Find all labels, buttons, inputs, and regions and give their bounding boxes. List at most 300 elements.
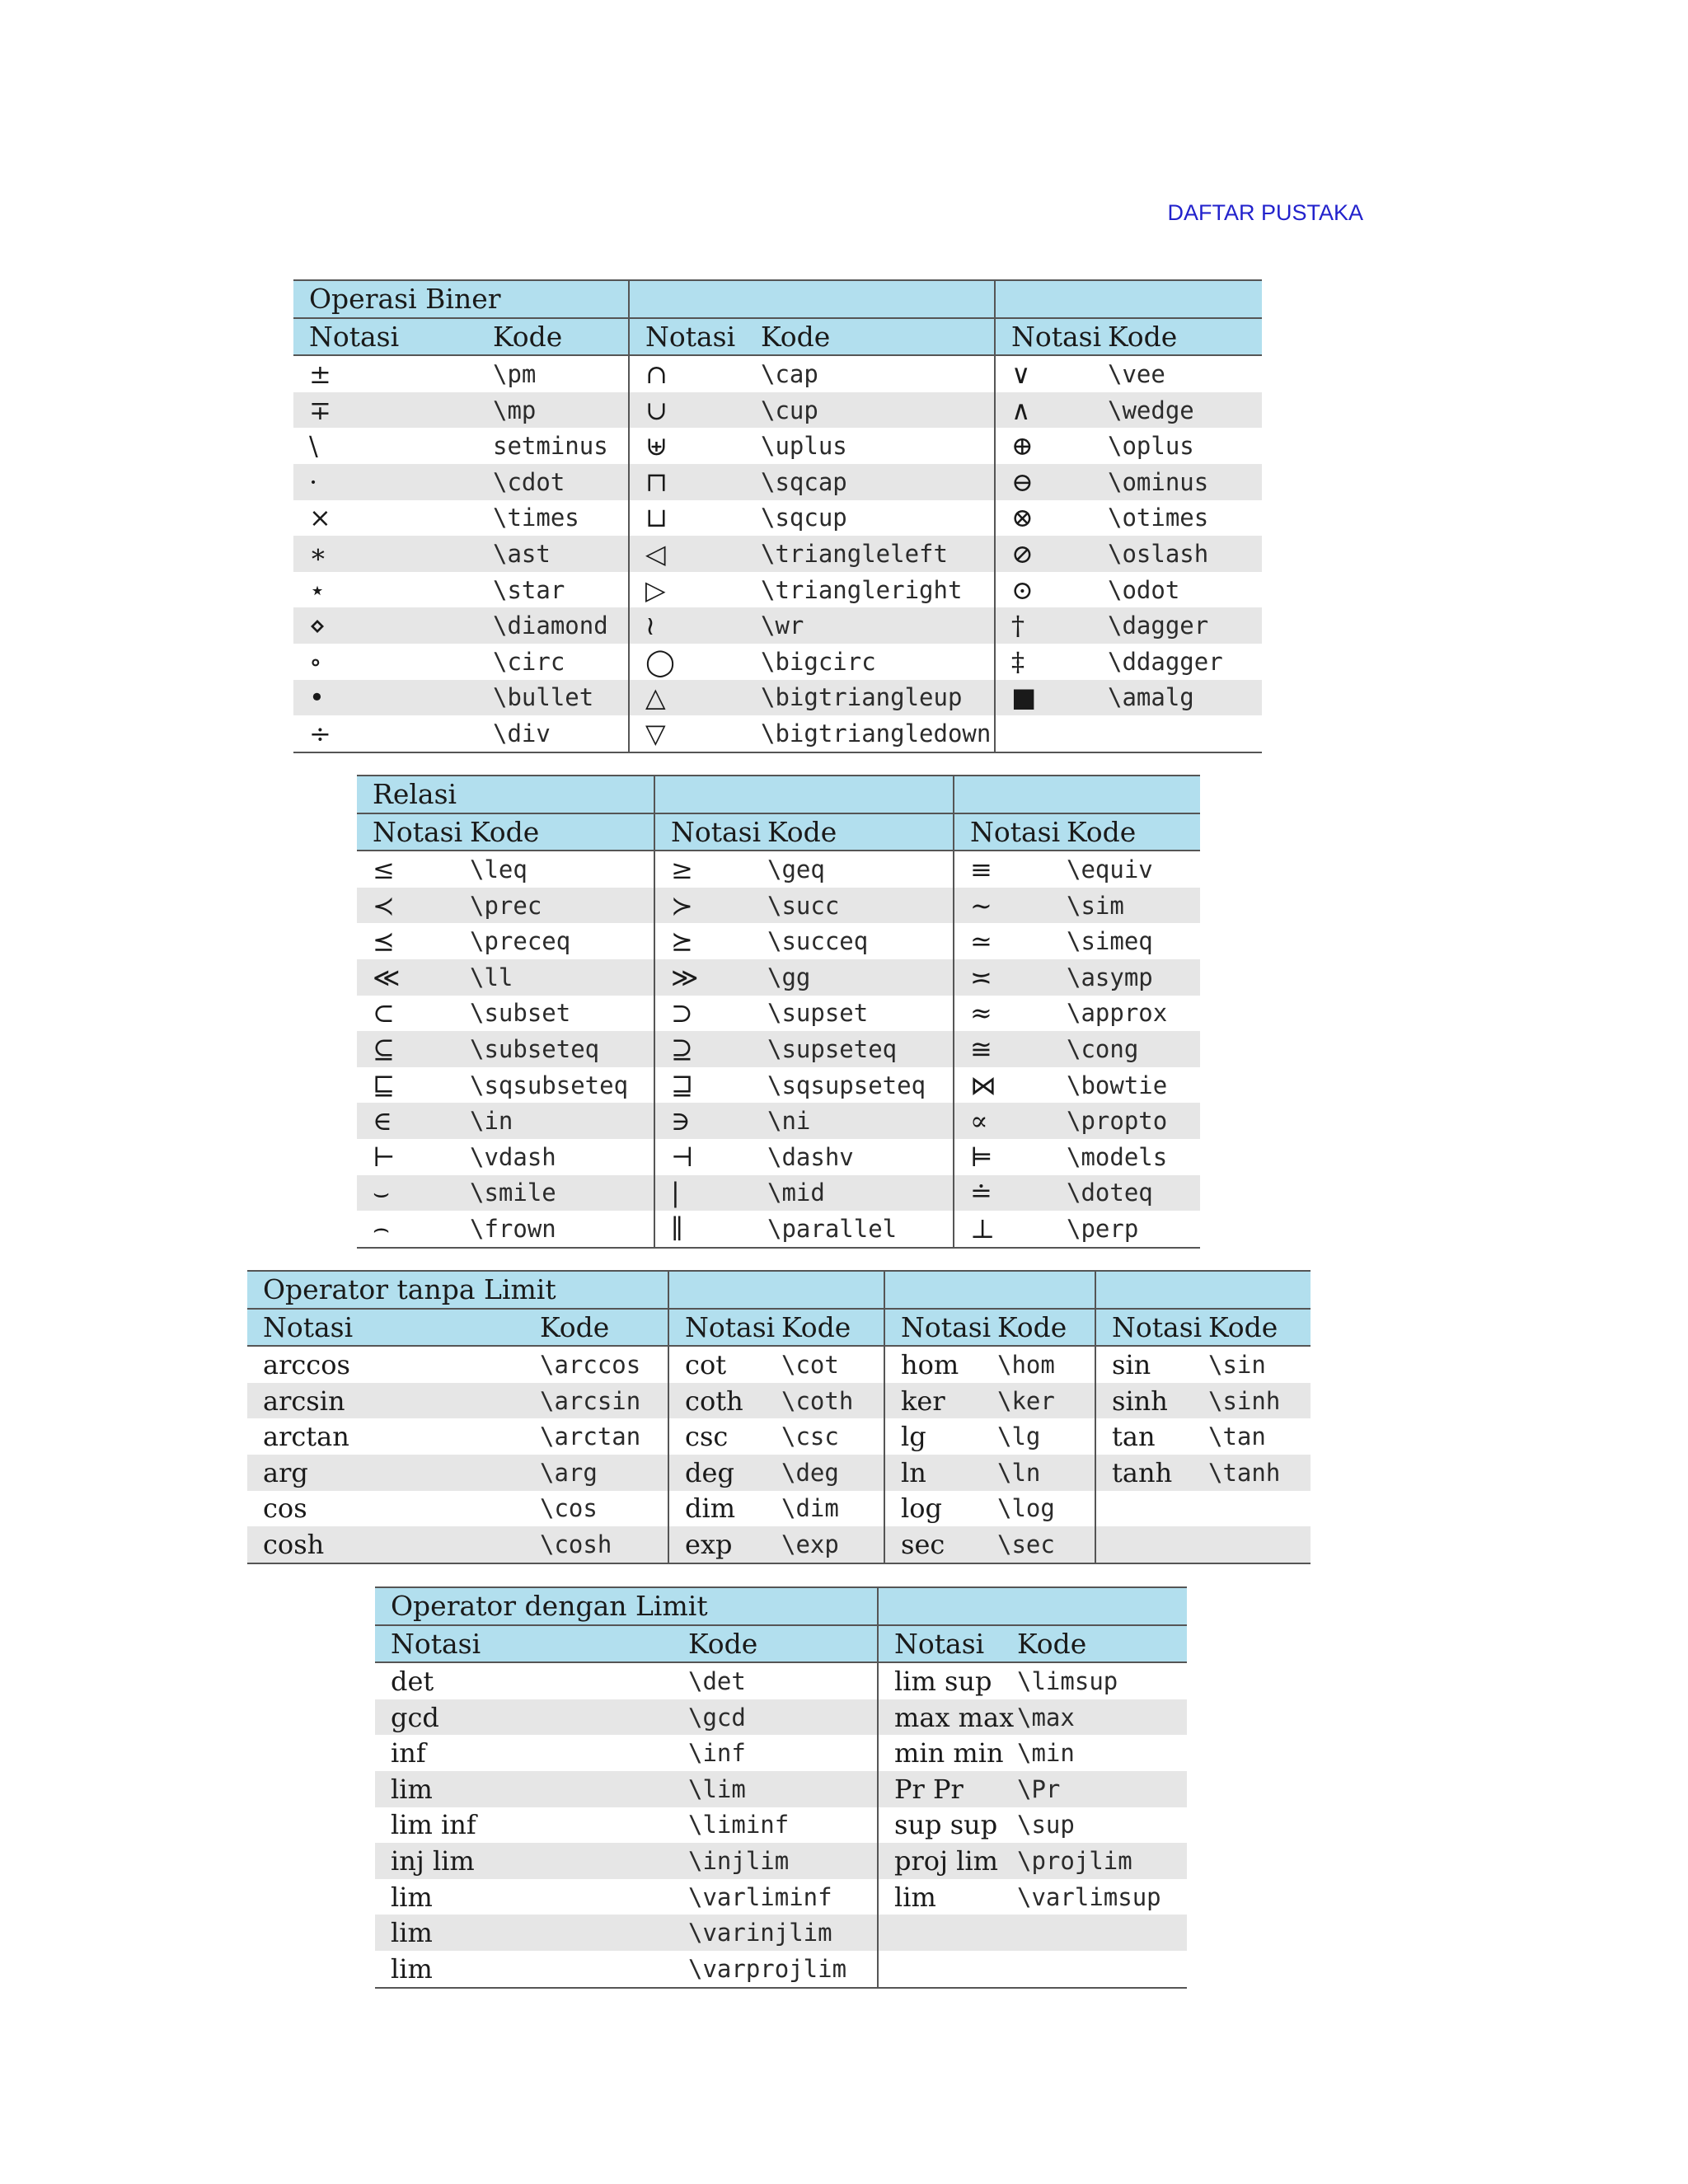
- kode-cell: \subseteq: [470, 1031, 654, 1067]
- header-notasi: Notasi: [654, 813, 767, 851]
- notasi-cell: sin: [1095, 1346, 1208, 1383]
- kode-cell: [1208, 1491, 1311, 1527]
- title-spacer: [654, 776, 954, 813]
- notasi-cell: tanh: [1095, 1455, 1208, 1491]
- table-operator-tanpa-limit: [247, 1270, 1311, 1564]
- table-row: [357, 959, 1200, 996]
- notasi-cell: ⊕: [995, 428, 1108, 464]
- notasi-cell: [878, 1915, 1017, 1951]
- kode-cell: \uplus: [761, 432, 847, 461]
- table-title-row: [357, 776, 1200, 813]
- kode-cell: \mp: [493, 392, 629, 429]
- header-notasi: Notasi: [247, 1309, 540, 1347]
- header-kode: Kode: [761, 318, 995, 356]
- kode-cell: \projlim: [1017, 1843, 1187, 1879]
- notasi-cell: [1095, 1491, 1208, 1527]
- notasi-cell: ≺: [357, 888, 470, 924]
- notasi-cell: ◁: [629, 536, 761, 572]
- kode-cell: \min: [1017, 1739, 1075, 1768]
- header-notasi: Notasi: [293, 318, 493, 356]
- kode-cell: \simeq: [1067, 927, 1153, 956]
- notasi-cell: min min: [878, 1735, 1017, 1771]
- kode-cell: \vee: [1108, 359, 1165, 388]
- header-notasi: Notasi: [884, 1309, 997, 1347]
- table-row: [375, 1951, 1187, 1988]
- notasi-cell: dim: [668, 1491, 781, 1527]
- notasi-cell: |: [654, 1175, 767, 1212]
- notasi-cell: ▽: [629, 715, 761, 752]
- kode-cell: \log: [997, 1494, 1055, 1523]
- kode-cell: \ln: [997, 1455, 1095, 1491]
- kode-cell: \succ: [767, 888, 954, 924]
- header-kode: Kode: [781, 1309, 884, 1347]
- kode-cell: \cong: [1067, 1031, 1200, 1067]
- header-kode: Kode: [1067, 813, 1200, 851]
- table-row: [357, 851, 1200, 888]
- kode-cell: \bullet: [493, 680, 629, 716]
- kode-cell: \frown: [470, 1211, 654, 1248]
- notasi-cell: ⊓: [629, 464, 761, 500]
- table-row: [247, 1346, 1311, 1383]
- header-notasi: Notasi: [1095, 1309, 1208, 1347]
- notasi-cell: det: [391, 1665, 434, 1697]
- notasi-cell: arg: [247, 1455, 540, 1491]
- kode-cell: \bigtriangleup: [761, 680, 995, 716]
- notasi-cell: ⋆: [309, 574, 326, 606]
- kode-cell: \cos: [540, 1494, 598, 1523]
- table-operator-dengan-limit: [375, 1586, 1187, 1989]
- notasi-cell: inj lim: [375, 1843, 688, 1879]
- page-header: DAFTAR PUSTAKA: [1167, 200, 1363, 225]
- kode-cell: \hom: [997, 1350, 1055, 1379]
- kode-cell: \mid: [767, 1175, 954, 1212]
- kode-cell: \wedge: [1108, 392, 1262, 429]
- notasi-cell: exp: [668, 1526, 781, 1563]
- table-row: [375, 1735, 1187, 1771]
- notasi-cell: [878, 1951, 1017, 1988]
- table-header-row: [357, 813, 1200, 851]
- kode-cell: \equiv: [1067, 855, 1153, 883]
- kode-cell: \sup: [1017, 1811, 1075, 1840]
- table-row: [293, 392, 1262, 429]
- kode-cell: \pm: [493, 359, 537, 388]
- kode-cell: \injlim: [688, 1843, 878, 1879]
- notasi-cell: ⪰: [654, 923, 767, 959]
- title-spacer: [995, 280, 1262, 318]
- table-row: [375, 1879, 1187, 1915]
- kode-cell: \lim: [688, 1771, 878, 1807]
- kode-cell: \preceq: [470, 927, 571, 956]
- notasi-cell: ■: [995, 680, 1108, 716]
- kode-cell: \wr: [761, 607, 995, 644]
- kode-cell: \star: [493, 575, 565, 604]
- table-row: [357, 923, 1200, 959]
- notasi-cell: arctan: [263, 1421, 349, 1453]
- table-row: [375, 1915, 1187, 1951]
- notasi-cell: max max: [878, 1699, 1017, 1736]
- kode-cell: \exp: [781, 1526, 884, 1563]
- table-row: [357, 996, 1200, 1032]
- table-row: [375, 1843, 1187, 1879]
- notasi-cell: ‡: [995, 644, 1108, 680]
- kode-cell: \tanh: [1208, 1455, 1311, 1491]
- notasi-cell: ∘: [309, 645, 322, 677]
- notasi-cell: ⪯: [373, 926, 395, 958]
- table-header-row: [375, 1625, 1187, 1663]
- notasi-cell: †: [995, 607, 1108, 644]
- notasi-cell: ⋈: [954, 1067, 1067, 1104]
- table-row: [247, 1526, 1311, 1563]
- header-kode: Kode: [470, 813, 654, 851]
- kode-cell: \cup: [761, 392, 995, 429]
- notasi-cell: ±: [309, 358, 331, 390]
- kode-cell: \sin: [1208, 1350, 1266, 1379]
- notasi-cell: ∼: [954, 888, 1067, 924]
- notasi-cell: proj lim: [878, 1843, 1017, 1879]
- kode-cell: \doteq: [1067, 1175, 1200, 1212]
- notasi-cell: ⌣: [357, 1175, 470, 1212]
- kode-cell: \models: [1067, 1142, 1168, 1171]
- kode-cell: \times: [493, 504, 579, 532]
- header-notasi: Notasi: [668, 1309, 781, 1347]
- kode-cell: \inf: [688, 1739, 746, 1768]
- notasi-cell: cot: [668, 1346, 781, 1383]
- table-row: [293, 715, 1262, 752]
- kode-cell: \supset: [767, 999, 869, 1028]
- kode-cell: \max: [1017, 1699, 1187, 1736]
- kode-cell: \limsup: [1017, 1666, 1118, 1695]
- notasi-cell: arcsin: [247, 1383, 540, 1419]
- table-title-row: [375, 1587, 1187, 1625]
- notasi-cell: gcd: [375, 1699, 688, 1736]
- notasi-cell: ∧: [995, 392, 1108, 429]
- kode-cell: \ni: [767, 1103, 954, 1139]
- kode-cell: \dashv: [767, 1142, 854, 1171]
- notasi-cell: ≤: [373, 853, 395, 885]
- table-title-row: [247, 1271, 1311, 1309]
- notasi-cell: ∩: [629, 355, 761, 392]
- notasi-cell: ⋄: [293, 607, 493, 644]
- kode-cell: \smile: [470, 1175, 654, 1212]
- notasi-cell: [995, 715, 1108, 752]
- notasi-cell: hom: [884, 1346, 997, 1383]
- kode-cell: \perp: [1067, 1211, 1200, 1248]
- notasi-cell: ⊇: [654, 1031, 767, 1067]
- title-spacer: [884, 1271, 1095, 1309]
- notasi-cell: ∗: [293, 536, 493, 572]
- kode-cell: [1208, 1526, 1311, 1563]
- kode-cell: \varlimsup: [1017, 1882, 1161, 1911]
- kode-cell: \liminf: [688, 1811, 790, 1840]
- header-notasi: Notasi: [954, 813, 1067, 851]
- kode-cell: \coth: [781, 1383, 884, 1419]
- kode-cell: \vdash: [470, 1142, 556, 1171]
- header-kode: Kode: [767, 813, 954, 851]
- notasi-cell: ∈: [357, 1103, 470, 1139]
- notasi-cell: Pr Pr: [878, 1771, 1017, 1807]
- kode-cell: \ker: [997, 1383, 1095, 1419]
- kode-cell: [1017, 1951, 1187, 1988]
- notasi-cell: ⊥: [954, 1211, 1067, 1248]
- header-kode: Kode: [540, 1309, 668, 1347]
- kode-cell: \ominus: [1108, 464, 1262, 500]
- kode-cell: \arcsin: [540, 1383, 668, 1419]
- table-row: [375, 1807, 1187, 1844]
- notasi-cell: ÷: [293, 715, 493, 752]
- kode-cell: \ast: [493, 536, 629, 572]
- kode-cell: \sqsupseteq: [767, 1071, 926, 1099]
- notasi-cell: cos: [263, 1493, 307, 1525]
- notasi-cell: ≐: [954, 1175, 1067, 1212]
- header-notasi: Notasi: [375, 1625, 688, 1663]
- notasi-cell: log: [884, 1491, 997, 1527]
- table-row: [375, 1699, 1187, 1736]
- notasi-cell: ≪: [357, 959, 470, 996]
- kode-cell: \circ: [493, 647, 565, 676]
- table-header-row: [293, 318, 1262, 356]
- kode-cell: \cosh: [540, 1526, 668, 1563]
- header-notasi: Notasi: [629, 318, 761, 356]
- notasi-cell: ⊢: [373, 1141, 396, 1173]
- header-kode: Kode: [1108, 318, 1262, 356]
- kode-cell: \triangleright: [761, 575, 963, 604]
- notasi-cell: ∨: [995, 355, 1108, 392]
- notasi-cell: ⊔: [629, 500, 761, 537]
- kode-cell: \deg: [781, 1455, 884, 1491]
- kode-cell: \in: [470, 1103, 654, 1139]
- notasi-cell: △: [629, 680, 761, 716]
- table-row: [293, 644, 1262, 680]
- table-row: [293, 428, 1262, 464]
- notasi-cell: ⊂: [373, 997, 395, 1029]
- notasi-cell: ⊆: [357, 1031, 470, 1067]
- notasi-cell: inf: [391, 1737, 426, 1769]
- kode-cell: \arccos: [540, 1350, 641, 1379]
- notasi-cell: •: [293, 680, 493, 716]
- notasi-cell: [1095, 1526, 1208, 1563]
- notasi-cell: sup sup: [878, 1807, 1017, 1844]
- kode-cell: \oplus: [1108, 432, 1194, 461]
- notasi-cell: lim: [375, 1915, 688, 1951]
- table-title-row: [293, 280, 1262, 318]
- table-row: [293, 680, 1262, 716]
- notasi-cell: ≥: [654, 851, 767, 888]
- table-title: Operator dengan Limit: [375, 1587, 878, 1625]
- table-row: [357, 1103, 1200, 1139]
- notasi-cell: ≡: [954, 851, 1067, 888]
- table-row: [357, 1211, 1200, 1248]
- kode-cell: \Pr: [1017, 1771, 1187, 1807]
- kode-cell: \div: [493, 715, 629, 752]
- kode-cell: \odot: [1108, 575, 1180, 604]
- kode-cell: \oslash: [1108, 536, 1262, 572]
- table-row: [357, 888, 1200, 924]
- notasi-cell: ≻: [654, 888, 767, 924]
- notasi-cell: lim inf: [391, 1809, 476, 1841]
- table-row: [293, 500, 1262, 537]
- notasi-cell: ≍: [954, 959, 1067, 996]
- kode-cell: \tan: [1208, 1422, 1266, 1451]
- notasi-cell: ∥: [654, 1211, 767, 1248]
- kode-cell: \cap: [761, 359, 818, 388]
- kode-cell: \dim: [781, 1494, 839, 1523]
- kode-cell: \approx: [1067, 999, 1168, 1028]
- table-title: Operasi Biner: [293, 280, 629, 318]
- kode-cell: \sqcap: [761, 464, 995, 500]
- table-row: [293, 607, 1262, 644]
- kode-cell: \sinh: [1208, 1383, 1311, 1419]
- table-row: [357, 1139, 1200, 1175]
- title-spacer: [1095, 1271, 1311, 1309]
- table-row: [293, 355, 1262, 392]
- kode-cell: \geq: [767, 855, 825, 883]
- header-notasi: Notasi: [995, 318, 1108, 356]
- kode-cell: \varinjlim: [688, 1915, 878, 1951]
- header-kode: Kode: [493, 318, 629, 356]
- notasi-cell: ≈: [954, 996, 1067, 1032]
- kode-cell: \parallel: [767, 1211, 954, 1248]
- header-kode: Kode: [1017, 1625, 1187, 1663]
- kode-cell: \lg: [997, 1422, 1041, 1451]
- kode-cell: \asymp: [1067, 959, 1200, 996]
- notasi-cell: ≀: [629, 607, 761, 644]
- kode-cell: \sim: [1067, 888, 1200, 924]
- table-row: [357, 1175, 1200, 1212]
- table-relasi: [357, 775, 1200, 1249]
- kode-cell: \subset: [470, 999, 571, 1028]
- table-row: [293, 536, 1262, 572]
- table-row: [247, 1491, 1311, 1527]
- notasi-cell: ⊙: [995, 572, 1108, 608]
- kode-cell: \otimes: [1108, 504, 1209, 532]
- notasi-cell: ≫: [654, 959, 767, 996]
- notasi-cell: ⊒: [654, 1067, 767, 1104]
- kode-cell: \det: [688, 1666, 746, 1695]
- kode-cell: \sqsubseteq: [470, 1071, 629, 1099]
- notasi-cell: lim: [391, 1881, 433, 1913]
- notasi-cell: cosh: [247, 1526, 540, 1563]
- table-row: [247, 1418, 1311, 1455]
- header-kode: Kode: [997, 1309, 1095, 1347]
- kode-cell: \supseteq: [767, 1031, 954, 1067]
- notasi-cell: \: [309, 430, 318, 462]
- notasi-cell: ≅: [954, 1031, 1067, 1067]
- header-kode: Kode: [1208, 1309, 1311, 1347]
- notasi-cell: ≃: [954, 923, 1067, 959]
- table-row: [247, 1383, 1311, 1419]
- notasi-cell: lim: [375, 1771, 688, 1807]
- title-spacer: [954, 776, 1200, 813]
- notasi-cell: ⊑: [373, 1069, 396, 1101]
- title-spacer: [629, 280, 995, 318]
- kode-cell: \bigcirc: [761, 647, 876, 676]
- header-notasi: Notasi: [357, 813, 470, 851]
- kode-cell: \gcd: [688, 1699, 878, 1736]
- notasi-cell: lim sup: [878, 1662, 1017, 1699]
- kode-cell: [1017, 1915, 1187, 1951]
- table-row: [293, 464, 1262, 500]
- kode-cell: \varliminf: [688, 1882, 832, 1911]
- notasi-cell: ◯: [629, 644, 761, 680]
- kode-cell: \succeq: [767, 927, 869, 956]
- table-row: [247, 1455, 1311, 1491]
- notasi-cell: sec: [884, 1526, 997, 1563]
- kode-cell: \diamond: [493, 607, 629, 644]
- kode-cell: \sqcup: [761, 504, 847, 532]
- notasi-cell: ⊘: [995, 536, 1108, 572]
- notasi-cell: arccos: [263, 1348, 350, 1380]
- table-operasi-biner: [293, 279, 1262, 753]
- notasi-cell: lim: [375, 1951, 688, 1988]
- table-title: Relasi: [357, 776, 654, 813]
- kode-cell: \arg: [540, 1455, 668, 1491]
- table-row: [357, 1067, 1200, 1104]
- notasi-cell: csc: [668, 1418, 781, 1455]
- notasi-cell: ⊃: [654, 996, 767, 1032]
- kode-cell: \bowtie: [1067, 1071, 1168, 1099]
- notasi-cell: ∝: [954, 1103, 1067, 1139]
- kode-cell: [1108, 715, 1262, 752]
- notasi-cell: ∋: [654, 1103, 767, 1139]
- title-spacer: [878, 1587, 1187, 1625]
- kode-cell: \bigtriangledown: [761, 715, 995, 752]
- notasi-cell: ker: [884, 1383, 997, 1419]
- kode-cell: \ll: [470, 959, 654, 996]
- notasi-cell: ⌢: [357, 1211, 470, 1248]
- header-notasi: Notasi: [878, 1625, 1017, 1663]
- notasi-cell: deg: [668, 1455, 781, 1491]
- kode-cell: \prec: [470, 888, 654, 924]
- kode-cell: \ddagger: [1108, 647, 1223, 676]
- table-row: [375, 1662, 1187, 1699]
- notasi-cell: ∪: [629, 392, 761, 429]
- notasi-cell: lg: [884, 1418, 997, 1455]
- kode-cell: \cdot: [493, 464, 629, 500]
- notasi-cell: ⊎: [629, 428, 761, 464]
- notasi-cell: sinh: [1095, 1383, 1208, 1419]
- notasi-cell: coth: [668, 1383, 781, 1419]
- notasi-cell: ▷: [629, 572, 761, 608]
- notasi-cell: ×: [309, 502, 331, 534]
- kode-cell: \sec: [997, 1526, 1095, 1563]
- notasi-cell: ⊣: [654, 1139, 767, 1175]
- table-header-row: [247, 1309, 1311, 1347]
- notasi-cell: ln: [884, 1455, 997, 1491]
- table-row: [375, 1771, 1187, 1807]
- title-spacer: [668, 1271, 884, 1309]
- kode-cell: \varprojlim: [688, 1951, 878, 1988]
- notasi-cell: tan: [1095, 1418, 1208, 1455]
- notasi-cell: ⊖: [995, 464, 1108, 500]
- header-kode: Kode: [688, 1625, 878, 1663]
- kode-cell: \triangleleft: [761, 536, 995, 572]
- notasi-cell: ∓: [293, 392, 493, 429]
- kode-cell: \gg: [767, 959, 954, 996]
- kode-cell: \csc: [781, 1422, 839, 1451]
- notasi-cell: ⊨: [954, 1139, 1067, 1175]
- table-row: [357, 1031, 1200, 1067]
- notasi-cell: ·: [293, 464, 493, 500]
- table-row: [293, 572, 1262, 608]
- kode-cell: \dagger: [1108, 607, 1262, 644]
- kode-cell: \leq: [470, 855, 528, 883]
- kode-cell: \amalg: [1108, 680, 1262, 716]
- notasi-cell: lim: [878, 1879, 1017, 1915]
- notasi-cell: ⊗: [995, 500, 1108, 537]
- kode-cell: \cot: [781, 1350, 839, 1379]
- table-title: Operator tanpa Limit: [247, 1271, 668, 1309]
- kode-cell: \arctan: [540, 1422, 641, 1451]
